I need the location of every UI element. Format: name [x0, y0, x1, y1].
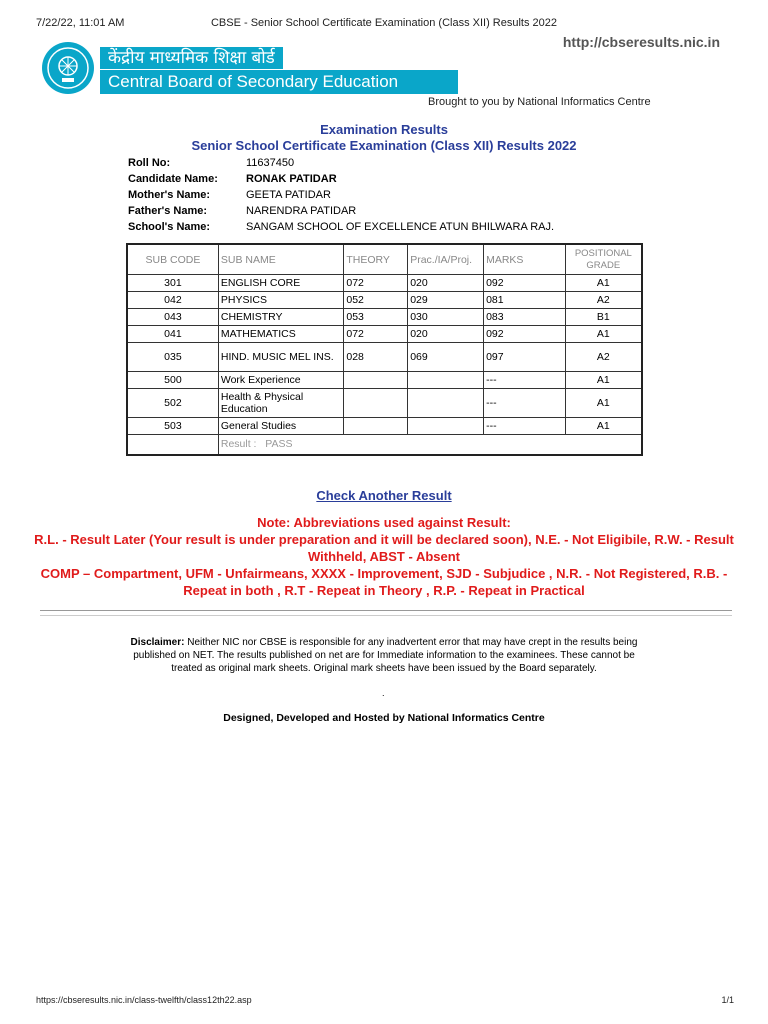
cell-theory: 072 [344, 326, 408, 343]
cell-marks: 081 [484, 292, 566, 309]
cell-theory [344, 418, 408, 435]
exam-title: Senior School Certificate Examination (Class XII) Results 2022 [191, 138, 577, 153]
cell-prac [408, 389, 484, 418]
cell-marks: 092 [484, 326, 566, 343]
father-name-label: Father's Name: [128, 205, 208, 217]
info-row-mother [128, 187, 554, 203]
cell-marks: 097 [484, 343, 566, 372]
table-row [127, 292, 642, 309]
candidate-name-value: RONAK PATIDAR [246, 173, 337, 185]
cell-marks: --- [484, 418, 566, 435]
cell-grade: A1 [565, 275, 642, 292]
banner-hindi-title: केंद्रीय माध्यमिक शिक्षा बोर्ड [100, 47, 283, 69]
banner-english-title: Central Board of Secondary Education [100, 70, 458, 94]
result-value: PASS [265, 438, 293, 451]
cell-grade: B1 [565, 309, 642, 326]
result-empty-cell [127, 435, 218, 455]
table-row [127, 309, 642, 326]
cell-theory: 072 [344, 275, 408, 292]
disclaimer-text: Neither NIC nor CBSE is responsible for any inadvertent error that may have crept in the results being published on NET. The results published on net are for Immediate information to the examinees. These cannot be treated as original mark sheets. Original mark sheets have been issued by the Board separately. [133, 637, 638, 674]
cell-name: CHEMISTRY [218, 309, 343, 326]
table-row [127, 418, 642, 435]
info-row-candidate [128, 171, 554, 187]
table-row [127, 326, 642, 343]
info-row-father [128, 203, 554, 219]
mother-name-label: Mother's Name: [128, 189, 211, 201]
cell-name: Health & Physical Education [218, 389, 343, 418]
cell-theory: 028 [344, 343, 408, 372]
candidate-name-label: Candidate Name: [128, 173, 218, 185]
cell-theory [344, 389, 408, 418]
note-line-2: COMP – Compartment, UFM - Unfairmeans, XXXX - Improvement, SJD - Subjudice , N.R. - Not Registered, R.B. - Repeat in both , R.T - Repeat in Theory , R.P. - Repeat in Practical [40, 566, 728, 598]
result-label: Result : [220, 438, 257, 451]
result-cell [218, 435, 642, 455]
cell-name: Work Experience [218, 372, 343, 389]
cell-prac: 020 [408, 275, 484, 292]
cell-grade: A1 [565, 372, 642, 389]
print-datetime: 7/22/22, 11:01 AM [36, 17, 125, 29]
results-title: Examination Results [320, 122, 448, 137]
col-sub-code: SUB CODE [127, 244, 218, 275]
table-row [127, 372, 642, 389]
print-footer-page: 1/1 [721, 995, 734, 1005]
cell-name: HIND. MUSIC MEL INS. [218, 343, 343, 372]
col-prac: Prac./IA/Proj. [408, 244, 484, 275]
table-row [127, 343, 642, 372]
cell-name: PHYSICS [218, 292, 343, 309]
cell-name: ENGLISH CORE [218, 275, 343, 292]
cell-code: 502 [127, 389, 218, 418]
cell-prac: 030 [408, 309, 484, 326]
note-line-1: R.L. - Result Later (Your result is under preparation and it will be declared soon), N.E. - Not Eligibile, R.W. - Result Withheld, ABST - Absent [34, 532, 734, 564]
candidate-info [128, 155, 554, 235]
school-name-label: School's Name: [128, 221, 211, 233]
cell-prac: 020 [408, 326, 484, 343]
site-url[interactable]: http://cbseresults.nic.in [562, 34, 720, 50]
cell-name: General Studies [218, 418, 343, 435]
cbse-logo-icon [40, 40, 96, 96]
school-name-value: SANGAM SCHOOL OF EXCELLENCE ATUN BHILWARA RAJ. [246, 221, 555, 233]
info-row-roll [128, 155, 554, 171]
cell-grade: A1 [565, 418, 642, 435]
note-heading: Note: Abbreviations used against Result: [257, 515, 511, 530]
abbreviations-note [30, 514, 738, 599]
cell-grade: A2 [565, 343, 642, 372]
mother-name-value: GEETA PATIDAR [246, 189, 331, 201]
cell-theory: 052 [344, 292, 408, 309]
cell-prac: 029 [408, 292, 484, 309]
result-row [127, 435, 642, 455]
divider [40, 610, 732, 616]
table-row [127, 389, 642, 418]
roll-no-value: 11637450 [246, 157, 295, 169]
cell-code: 042 [127, 292, 218, 309]
cell-grade: A1 [565, 326, 642, 343]
cell-grade: A1 [565, 389, 642, 418]
cell-code: 301 [127, 275, 218, 292]
father-name-value: NARENDRA PATIDAR [246, 205, 357, 217]
check-another-result-link[interactable]: Check Another Result [316, 488, 452, 503]
designed-by: Designed, Developed and Hosted by National Informatics Centre [223, 712, 545, 724]
cell-prac [408, 372, 484, 389]
cell-marks: --- [484, 389, 566, 418]
roll-no-label: Roll No: [128, 157, 171, 169]
table-row [127, 275, 642, 292]
cell-theory: 053 [344, 309, 408, 326]
cell-code: 503 [127, 418, 218, 435]
cell-code: 035 [127, 343, 218, 372]
cell-prac: 069 [408, 343, 484, 372]
cell-marks: --- [484, 372, 566, 389]
col-positional-grade: POSITIONAL GRADE [565, 244, 642, 275]
results-table [126, 243, 643, 456]
info-row-school [128, 219, 554, 235]
disclaimer-dot: . [382, 688, 385, 698]
cell-code: 043 [127, 309, 218, 326]
col-marks: MARKS [484, 244, 566, 275]
cell-theory [344, 372, 408, 389]
disclaimer-label: Disclaimer: [130, 637, 185, 648]
cell-code: 500 [127, 372, 218, 389]
cell-name: MATHEMATICS [218, 326, 343, 343]
cell-prac [408, 418, 484, 435]
cell-code: 041 [127, 326, 218, 343]
col-sub-name: SUB NAME [218, 244, 343, 275]
table-header-row [127, 244, 642, 275]
print-footer-url: https://cbseresults.nic.in/class-twelfth/class12th22.asp [36, 995, 252, 1005]
disclaimer [120, 636, 648, 675]
cell-marks: 092 [484, 275, 566, 292]
brought-by-text: Brought to you by National Informatics Centre [428, 96, 651, 108]
cell-marks: 083 [484, 309, 566, 326]
cell-grade: A2 [565, 292, 642, 309]
print-page-title: CBSE - Senior School Certificate Examination (Class XII) Results 2022 [210, 17, 558, 29]
col-theory: THEORY [344, 244, 408, 275]
